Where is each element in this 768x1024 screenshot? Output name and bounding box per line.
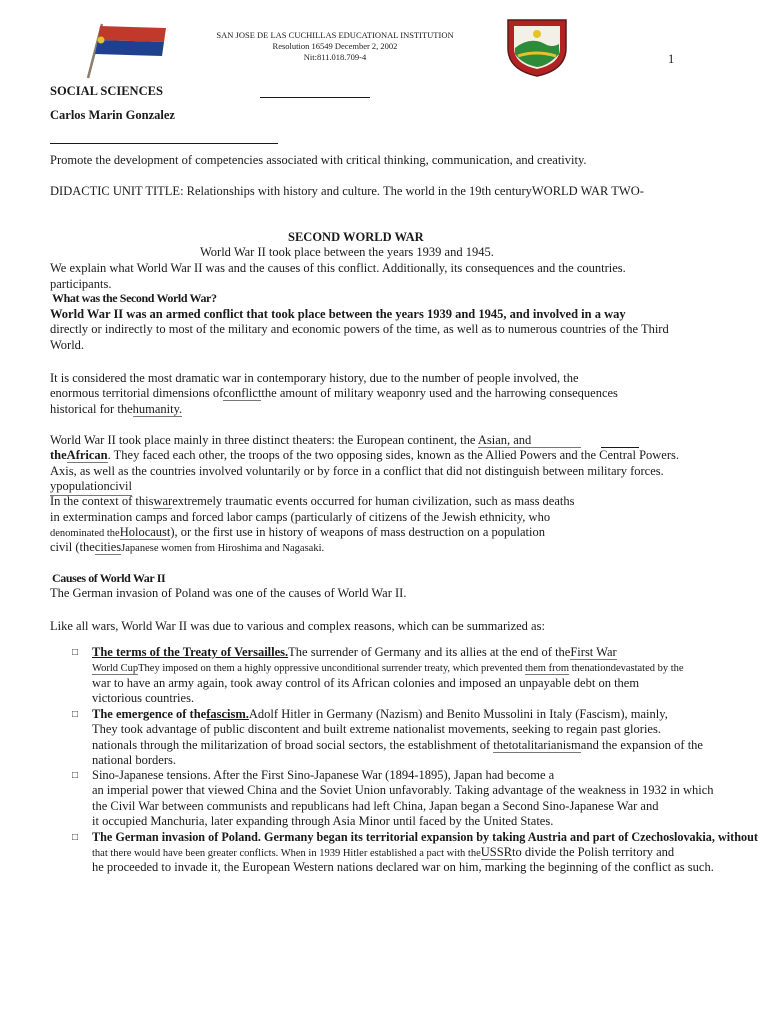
institution-name: SAN JOSE DE LAS CUCHILLAS EDUCATIONAL INSTITUTION bbox=[216, 30, 454, 40]
bullet-line: it occupied Manchuria, later expanding through Asia Minor until faced by the United States. bbox=[92, 814, 554, 828]
bullet-line: he proceeded to invade it, the European Western nations declared war on him, marking the beginning of the conflict as such. bbox=[92, 860, 714, 874]
subject-underline bbox=[260, 97, 370, 98]
linked-term[interactable]: humanity. bbox=[132, 402, 183, 416]
definition-line: World War II was an armed conflict that took place between the years 1939 and 1945, and involved in a way bbox=[50, 307, 626, 321]
bullet-icon: □ bbox=[72, 832, 79, 843]
paragraph-line bbox=[50, 540, 324, 557]
text-span: ), or the first use in history of weapons of mass destruction on a population bbox=[170, 525, 545, 539]
paragraph-line bbox=[50, 402, 182, 418]
text-span: Japanese women from Hiroshima and Nagasaki. bbox=[121, 543, 325, 554]
bullet-line: war to have an army again, took away control of its African colonies and imposed an unpayable debt on them bbox=[92, 676, 640, 690]
text-span: historical for the bbox=[50, 402, 133, 416]
linked-term[interactable]: conflict bbox=[223, 386, 262, 400]
section-subtitle: World War II took place between the years 1939 and 1945. bbox=[200, 245, 494, 259]
paragraph-line: It is considered the most dramatic war in contemporary history, due to the number of people involved, the bbox=[50, 371, 579, 385]
bullet-line bbox=[92, 660, 684, 677]
text-span: The terms of the Treaty of Versailles. bbox=[92, 645, 289, 659]
text-span: . They faced each other, the troops of the two opposing sides, known as the Allied Powers and the Central Powers. bbox=[107, 448, 680, 462]
linked-term[interactable]: First War bbox=[570, 645, 617, 659]
linked-term[interactable]: thetotalitarianism bbox=[493, 738, 581, 752]
header-text bbox=[170, 30, 500, 63]
text-span: the amount of military weaponry used and the harrowing consequences bbox=[261, 386, 618, 400]
bullet-line: They took advantage of public discontent and built extreme nationalist movements, seeking to regain past glories. bbox=[92, 722, 661, 736]
paragraph-line: ypopulationcivil bbox=[50, 479, 132, 496]
linked-term[interactable]: Asian, and bbox=[478, 433, 581, 448]
text-span: nationals through the militarization of broad social sectors, the establishment of bbox=[92, 738, 494, 752]
unit-title: DIDACTIC UNIT TITLE: Relationships with history and culture. The world in the 19th centuryWORLD WAR TWO- bbox=[50, 184, 644, 198]
question-heading: What was the Second World War? bbox=[52, 291, 217, 305]
text-span: Adolf Hitler in Germany (Nazism) and Benito Mussolini in Italy (Fascism), mainly, bbox=[248, 707, 668, 721]
paragraph-line bbox=[50, 386, 618, 402]
flag-logo bbox=[84, 20, 170, 82]
paragraph-line bbox=[50, 494, 575, 510]
linked-term[interactable]: USSR bbox=[480, 845, 513, 859]
paragraph-line: in extermination camps and forced labor camps (particularly of citizens of the Jewish ethnicity, who bbox=[50, 510, 551, 524]
bullet-line: the Civil War between communists and republicans had left China, Japan began a Second Sino-Japanese War and bbox=[92, 799, 659, 813]
paragraph-line: Like all wars, World War II was due to various and complex reasons, which can be summarized as: bbox=[50, 619, 545, 633]
bullet-icon: □ bbox=[72, 709, 79, 720]
text-span: extremely traumatic events occurred for human civilization, such as mass deaths bbox=[172, 494, 575, 508]
text-span: the bbox=[50, 448, 67, 462]
linked-term[interactable]: war bbox=[153, 494, 173, 508]
competencies-text: Promote the development of competencies associated with critical thinking, communication, and creativity. bbox=[50, 153, 587, 167]
text-span: World War II took place mainly in three distinct theaters: the European continent, the bbox=[50, 433, 478, 447]
bullet-line bbox=[92, 645, 617, 661]
subject-label: SOCIAL SCIENCES bbox=[50, 84, 163, 98]
paragraph-line: participants. bbox=[50, 277, 112, 291]
paragraph-line: We explain what World War II was and the causes of this conflict. Additionally, its consequences and the countries. bbox=[50, 261, 626, 275]
bullet-line: The German invasion of Poland. Germany began its territorial expansion by taking Austria and part of Czechoslovakia, without bbox=[92, 830, 758, 844]
text-span: The surrender of Germany and its allies at the end of the bbox=[288, 645, 571, 659]
paragraph-line: The German invasion of Poland was one of the causes of World War II. bbox=[50, 586, 407, 600]
teacher-underline bbox=[50, 143, 278, 144]
bullet-line bbox=[92, 707, 668, 723]
bullet-line: Sino-Japanese tensions. After the First Sino-Japanese War (1894-1895), Japan had become a bbox=[92, 768, 555, 782]
text-span: The emergence of the bbox=[92, 707, 207, 721]
paragraph-line bbox=[50, 448, 679, 464]
bullet-line bbox=[92, 738, 703, 754]
text-span: that there would have been greater conflicts. When in 1939 Hitler established a pact with the bbox=[92, 848, 481, 859]
linked-term[interactable]: Holocaust bbox=[119, 525, 171, 539]
bullet-line: victorious countries. bbox=[92, 691, 195, 705]
linked-term[interactable]: cities bbox=[94, 540, 122, 554]
text-span: thenationdevastated by the bbox=[569, 663, 684, 674]
text-span: civil (the bbox=[50, 540, 95, 554]
bullet-line: national borders. bbox=[92, 753, 177, 767]
text-span: enormous territorial dimensions of bbox=[50, 386, 224, 400]
text-span: and the expansion of the bbox=[580, 738, 703, 752]
linked-term[interactable]: World Cup bbox=[92, 663, 139, 674]
text-span: denominated the bbox=[50, 528, 120, 539]
school-crest-logo bbox=[500, 14, 574, 78]
section-title: SECOND WORLD WAR bbox=[288, 230, 424, 244]
text-span: They imposed on them a highly oppressive unconditional surrender treaty, which prevented bbox=[138, 663, 525, 674]
linked-term[interactable]: fascism. bbox=[206, 707, 249, 721]
paragraph-line: Axis, as well as the countries involved voluntarily or by force in a conflict that did not distinguish between military forces. bbox=[50, 464, 664, 478]
causes-heading: Causes of World War II bbox=[52, 571, 166, 585]
bullet-icon: □ bbox=[72, 770, 79, 781]
bullet-line: an imperial power that viewed China and the Soviet Union unfavorably. Taking advantage of the weakness in 1932 in which bbox=[92, 783, 714, 797]
teacher-name: Carlos Marin Gonzalez bbox=[50, 108, 175, 122]
page-number: 1 bbox=[668, 52, 675, 66]
linked-term[interactable]: African bbox=[66, 448, 108, 462]
resolution-line: Resolution 16549 December 2, 2002 bbox=[272, 41, 398, 51]
definition-line: World. bbox=[50, 338, 85, 352]
paragraph-line bbox=[50, 433, 581, 449]
text-span: to divide the Polish territory and bbox=[512, 845, 675, 859]
definition-line: directly or indirectly to most of the military and economic powers of the time, as well as to numerous countries of the Third bbox=[50, 322, 669, 336]
text-span: In the context of this bbox=[50, 494, 154, 508]
linked-term[interactable]: them from bbox=[524, 663, 569, 674]
nit-line: Nit:811.018.709-4 bbox=[303, 52, 367, 62]
bullet-icon: □ bbox=[72, 647, 79, 658]
